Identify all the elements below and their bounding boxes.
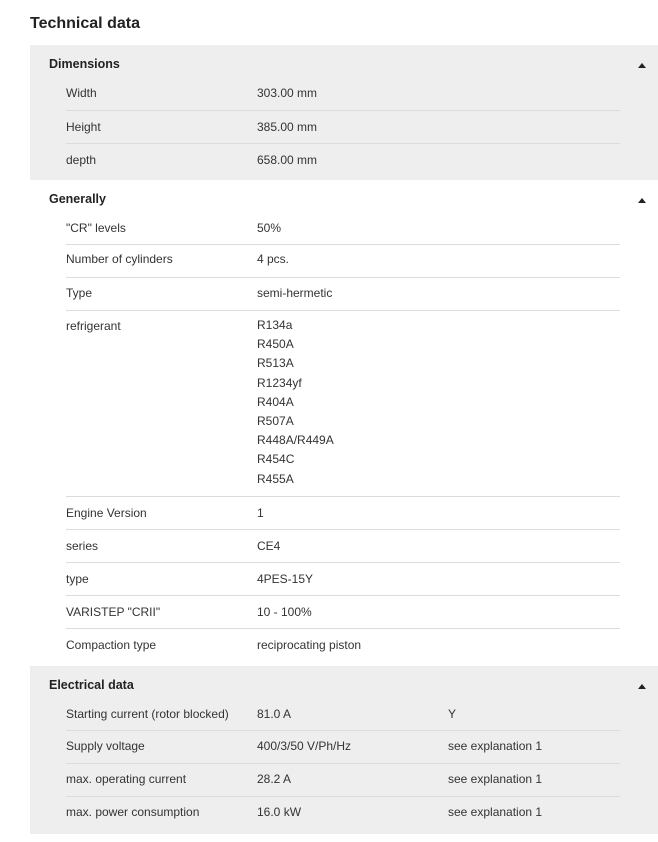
page-title: Technical data — [30, 15, 140, 32]
row-label: type — [66, 572, 89, 586]
row-value: 50% — [257, 221, 282, 235]
table-row — [66, 796, 620, 829]
list-item: R450A — [257, 337, 294, 352]
table-row — [66, 496, 620, 529]
row-value: semi-hermetic — [257, 286, 333, 300]
table-row — [66, 277, 620, 310]
row-value: 658.00 mm — [257, 153, 318, 167]
table-row — [66, 310, 620, 496]
row-label: Engine Version — [66, 506, 147, 520]
refrigerant-list — [257, 316, 447, 489]
row-value: 10 - 100% — [257, 605, 312, 619]
row-label: Compaction type — [66, 638, 157, 652]
table-row — [66, 110, 620, 143]
dimensions-section — [30, 45, 658, 180]
row-label: refrigerant — [66, 319, 121, 333]
table-row — [66, 78, 620, 110]
row-value: 81.0 A — [257, 707, 292, 721]
dimensions-header[interactable] — [30, 45, 658, 77]
list-item: R134a — [257, 318, 293, 332]
row-label: series — [66, 539, 99, 553]
dimensions-title: Dimensions — [49, 57, 120, 71]
table-row — [66, 529, 620, 562]
row-label: max. power consumption — [66, 805, 200, 819]
list-item: R448A/R449A — [257, 433, 334, 448]
row-value: 1 — [257, 506, 264, 520]
row-label: VARISTEP "CRII" — [66, 605, 161, 619]
table-row — [66, 214, 620, 244]
list-item: R513A — [257, 356, 294, 371]
collapse-caret-icon[interactable] — [638, 684, 646, 689]
generally-rows — [66, 214, 620, 665]
row-note: Y — [448, 707, 457, 721]
list-item: R404A — [257, 394, 294, 409]
collapse-caret-icon[interactable] — [638, 63, 646, 68]
row-value: 303.00 mm — [257, 86, 318, 100]
table-row — [66, 595, 620, 628]
row-label: Type — [66, 286, 93, 300]
dimensions-rows — [66, 78, 620, 178]
table-row — [66, 244, 620, 277]
row-note: see explanation 1 — [448, 739, 543, 753]
table-row — [66, 562, 620, 595]
row-label: Width — [66, 86, 97, 100]
list-item: R507A — [257, 413, 294, 428]
row-note: see explanation 1 — [448, 772, 543, 786]
row-note: see explanation 1 — [448, 805, 543, 819]
list-item: R454C — [257, 452, 295, 467]
table-row — [66, 730, 620, 763]
electrical-section — [30, 666, 658, 834]
row-label: "CR" levels — [66, 221, 126, 235]
electrical-header[interactable] — [30, 666, 658, 698]
row-value: 16.0 kW — [257, 805, 302, 819]
generally-section — [30, 180, 658, 666]
generally-header[interactable] — [30, 180, 658, 212]
row-value: reciprocating piston — [257, 638, 362, 652]
electrical-title: Electrical data — [49, 678, 134, 692]
row-label: max. operating current — [66, 772, 187, 786]
row-label: depth — [66, 153, 97, 167]
row-value: 400/3/50 V/Ph/Hz — [257, 739, 352, 753]
row-value: 4PES-15Y — [257, 572, 314, 586]
table-row — [66, 763, 620, 796]
collapse-caret-icon[interactable] — [638, 198, 646, 203]
generally-title: Generally — [49, 192, 106, 206]
row-label: Supply voltage — [66, 739, 145, 753]
row-label: Height — [66, 120, 101, 134]
table-row — [66, 628, 620, 665]
table-row — [66, 143, 620, 178]
list-item: R455A — [257, 471, 294, 486]
row-label: Starting current (rotor blocked) — [66, 707, 229, 721]
row-label: Number of cylinders — [66, 252, 173, 266]
list-item: R1234yf — [257, 375, 302, 390]
row-value: 28.2 A — [257, 772, 292, 786]
table-row — [66, 700, 620, 730]
row-value: CE4 — [257, 539, 281, 553]
electrical-rows — [66, 700, 620, 829]
row-value: 385.00 mm — [257, 120, 318, 134]
row-value: 4 pcs. — [257, 252, 290, 266]
